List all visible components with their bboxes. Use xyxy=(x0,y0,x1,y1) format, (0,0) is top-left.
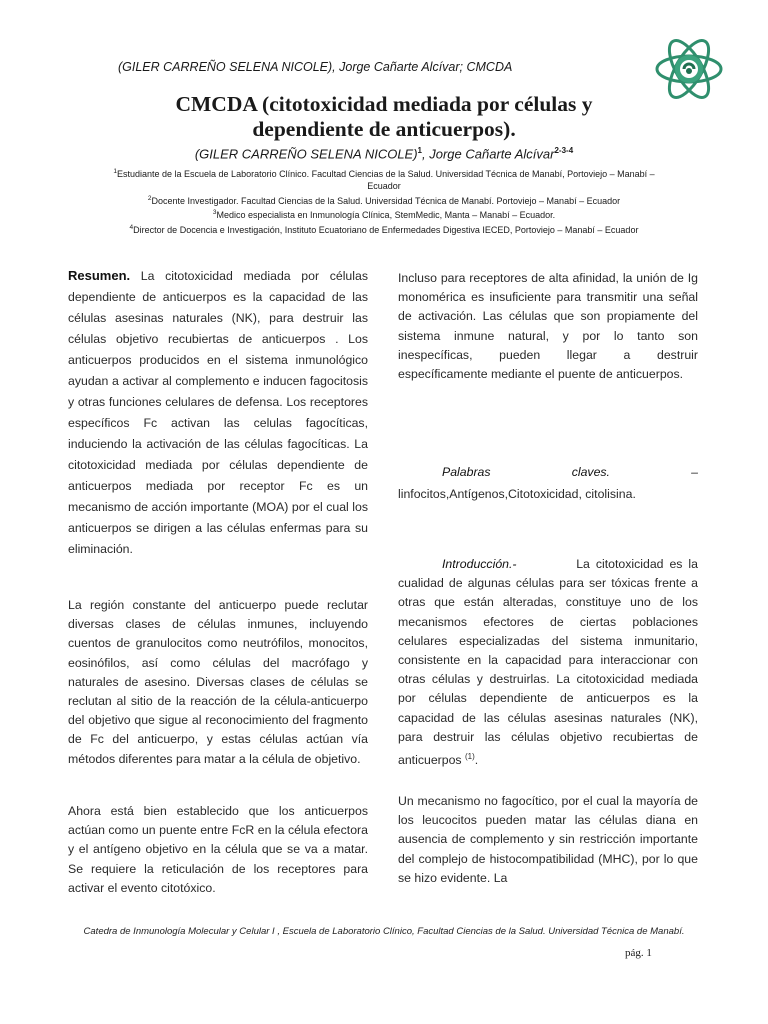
paper-title xyxy=(60,92,708,142)
introduction-end: . xyxy=(474,753,479,768)
affiliation-2-num: 2 xyxy=(147,195,152,202)
keywords-heading xyxy=(398,461,698,483)
right-paragraph-1-text: Incluso para receptores de alta afinidad, la unión de Ig monomérica es insuficiente para transmitir una señal de activación. Las células que son propiamente del sistema inmune natural, y por lo tanto son inespecíficas, pueden llegar a destruir específicamente mediante el puente de anticuerpos. xyxy=(398,271,698,382)
abstract-label: Resumen. xyxy=(68,268,131,283)
introduction-text: La citotoxicidad es la cualidad de algunas células para ser tóxicas frente a otras que están alteradas, constituye uno de los mecanismos efectores de ciertas poblaciones celulares especializadas del sistema inmunitario, consistente en la capacidad para interaccionar con otras células y destruirlas. La citotoxicidad mediada por células dependiente de anticuerpos es la capacidad de las células asesinas naturales (NK), para destruir las células objetivo recubiertas de anticuerpos xyxy=(398,557,698,768)
abstract-text: La citotoxicidad mediada por células dependiente de anticuerpos es la capacidad de las células asesinas naturales (NK), para destruir las células objetivo recubiertas de anticuerpos . Los anticuerpos producidos en el sistema inmunológico ayudan a activar al complemento e inducen fagocitosis y otras funciones celulares de defensa. Los receptores específicos Fc activan las celulas fagocíticas, induciendo la activación de las células fagocíticas. La citotoxicidad mediada por células dependiente de anticuerpos mediada por receptor Fc es un mecanismo de acción importante (MOA) por el cual los anticuerpos se dirigen a las células enfermas para su eliminación. xyxy=(68,269,368,556)
left-paragraph-2 xyxy=(68,596,368,769)
left-paragraph-2-text: La región constante del anticuerpo puede reclutar diversas clases de células inmunes, incluyendo cuentos de granulocitos como neutrófilos, monocitos, eosinófilos, así como células del macrófago y naturales de asesino. Diversas clases de células se reclutan al sitio de la reacción de la célula-anticuerpo del objetivo que sigue al reconocimiento del fragmento de Fc del anticuerpo, y estas células actúan vía métodos diferentes para matar a la célula de objetivo. xyxy=(68,598,368,766)
affiliation-1-num: 1 xyxy=(113,168,117,175)
title-line-1: CMCDA (citotoxicidad mediada por células y xyxy=(175,92,593,116)
keywords-label-2: claves. xyxy=(571,465,610,479)
citation-ref: (1) xyxy=(465,752,475,762)
title-line-2: dependiente de anticuerpos). xyxy=(252,117,516,141)
page-footer: Catedra de Inmunología Molecular y Celular I , Escuela de Laboratorio Clínico, Facultad Ciencias de la Salud. Universidad Técnica de Manabí. xyxy=(83,926,685,937)
affiliation-3 xyxy=(104,207,664,221)
affiliation-4-text: Director de Docencia e Investigación, Instituto Ecuatoriano de Enfermedades Digestiva IECED, Portoviejo – Manabí – Ecuador xyxy=(133,225,639,235)
introduction-block xyxy=(398,555,698,770)
affiliation-4-num: 4 xyxy=(129,224,134,231)
authors-line xyxy=(60,146,708,161)
keywords-block xyxy=(398,461,698,505)
affiliation-3-num: 3 xyxy=(212,209,217,216)
affiliation-2 xyxy=(104,193,664,207)
affiliation-1 xyxy=(104,166,664,192)
author-separator: , xyxy=(422,146,430,162)
running-header: (GILER CARREÑO SELENA NICOLE), Jorge Cañarte Alcívar; CMCDA xyxy=(118,60,513,74)
affiliation-1-text: Estudiante de la Escuela de Laboratorio Clínico. Facultad Ciencias de la Salud. Universidad Técnica de Manabí, Portoviejo – Manabí – Ecuador xyxy=(116,169,655,191)
right-paragraph-3 xyxy=(398,792,698,888)
affiliation-2-text: Docente Investigador. Facultad Ciencias de la Salud. Universidad Técnica de Manabí. Portoviejo – Manabí – Ecuador xyxy=(151,196,621,206)
introduction-label: Introducción.- xyxy=(442,557,517,571)
author-1-sup: 1 xyxy=(417,146,422,155)
page-number: pág. 1 xyxy=(625,947,652,959)
abstract-block xyxy=(68,265,368,560)
affiliation-3-text: Medico especialista en Inmunología Clínica, StemMedic, Manta – Manabí – Ecuador. xyxy=(216,210,556,220)
author-2: Jorge Cañarte Alcívar xyxy=(429,146,555,162)
left-paragraph-3-text: Ahora está bien establecido que los anticuerpos actúan como un puente entre FcR en la célula efectora y el antígeno objetivo en la célula que se va a matar. Se requiere la reticulación de los receptores para activar el evento citotóxico. xyxy=(68,804,368,895)
keywords-list: linfocitos,Antígenos,Citotoxicidad, citolisina. xyxy=(398,487,636,501)
affiliation-4 xyxy=(104,222,664,236)
right-paragraph-1 xyxy=(398,269,698,384)
left-paragraph-3 xyxy=(68,802,368,898)
keywords-dash: – xyxy=(691,465,698,479)
keywords-label-1: Palabras xyxy=(442,465,491,479)
author-1: (GILER CARREÑO SELENA NICOLE) xyxy=(194,146,418,162)
author-2-sup: 2-3-4 xyxy=(554,146,574,155)
right-paragraph-3-text: Un mecanismo no fagocítico, por el cual la mayoría de los leucocitos pueden matar las células diana en ausencia de complemento y sin restricción importante del complejo de histocompatibilidad (MHC), por lo que se hizo evidente. La xyxy=(398,794,698,885)
